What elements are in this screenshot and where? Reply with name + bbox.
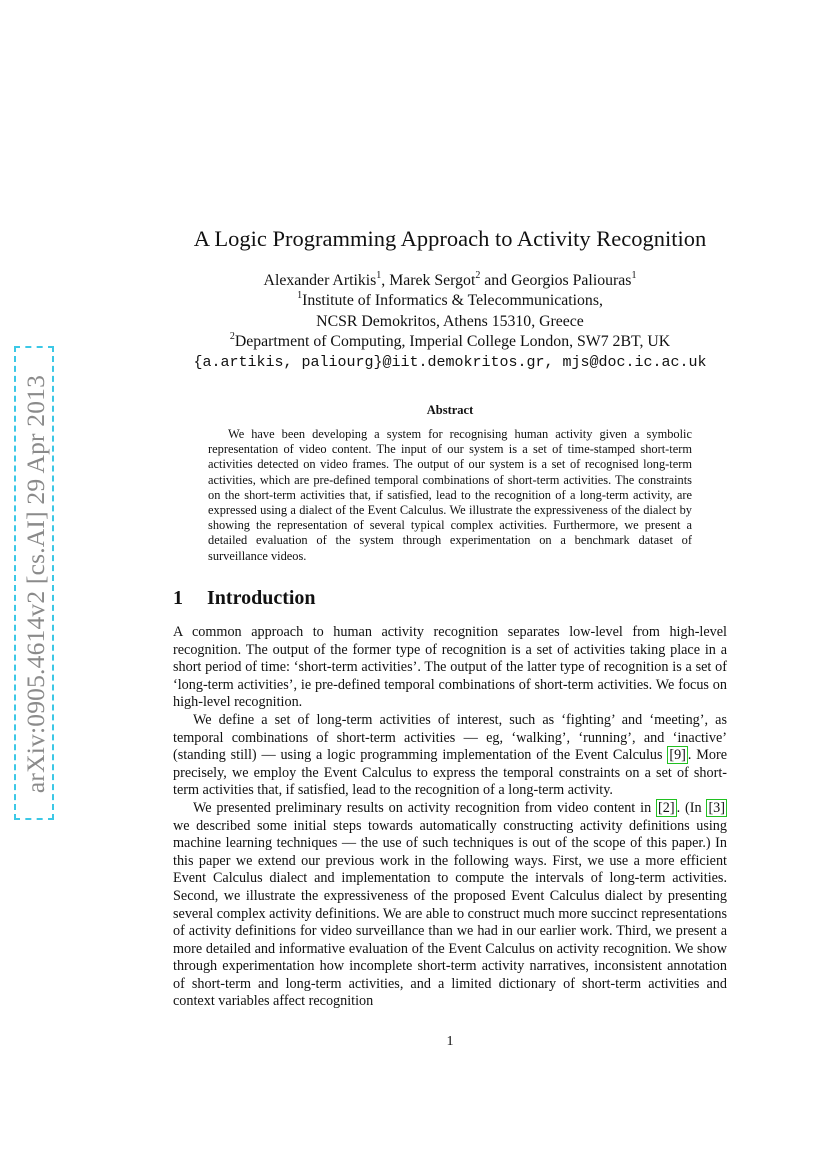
- author-line: [0, 271, 828, 291]
- author-name: Georgios Paliouras: [511, 272, 632, 289]
- author-separator: and: [480, 272, 512, 289]
- author-affiliation-mark: 2: [475, 269, 481, 281]
- affiliation-2-line1: Department of Computing, Imperial College London, SW7 2BT, UK: [234, 333, 671, 351]
- affiliation-1-line1: Institute of Informatics & Telecommunications,: [302, 292, 603, 310]
- author-affiliation-mark: 1: [631, 269, 637, 281]
- author-block: [0, 271, 828, 373]
- affiliation-mark: 1: [297, 290, 303, 302]
- section-title: Introduction: [207, 587, 316, 609]
- paragraph-3: [173, 800, 727, 1011]
- body-text: [173, 624, 727, 1011]
- author-name: Marek Sergot: [389, 272, 476, 289]
- affiliation-mark: 2: [229, 330, 235, 342]
- abstract-text: We have been developing a system for recognising human activity given a symbolic representation of video content. The input of our system is a set of time-stamped short-term activities detected on video frames. The output of our system is a set of recognised long-term activities, which are pre-defined temporal combinations of short-term activities. The constraints on the short-term activities that, if satisfied, lead to the recognition of a long-term activity, are expressed using a dialect of the Event Calculus. We illustrate the expressiveness of the dialect by showing the representation of several typical complex activities. Furthermore, we present a detailed evaluation of the system through experimentation on a benchmark dataset of surveillance videos.: [208, 427, 692, 563]
- affiliation-1: [0, 291, 828, 311]
- arxiv-stamp: arXiv:0905.4614v2 [cs.AI] 29 Apr 2013: [21, 374, 50, 794]
- section-number: 1: [173, 587, 183, 609]
- author-separator: ,: [381, 272, 390, 289]
- citation-link[interactable]: [3]: [708, 799, 725, 816]
- paragraph-2-text: . More precisely, we employ the Event Calculus to express the temporal constraints on a set of short-term activities that, if satisfied, lead to the recognition of a long-term activity.: [173, 747, 727, 799]
- paragraph-2: [173, 712, 727, 800]
- section-heading: [173, 587, 316, 610]
- affiliation-2: [0, 332, 828, 352]
- citation-link[interactable]: [9]: [669, 747, 686, 764]
- email-addresses: {a.artikis, paliourg}@iit.demokritos.gr, mjs@doc.ic.ac.uk: [193, 353, 707, 371]
- page-number: 1: [446, 1034, 454, 1049]
- abstract-heading: Abstract: [426, 403, 474, 417]
- citation-link[interactable]: [2]: [658, 799, 675, 816]
- paragraph-3-text: . (In: [676, 799, 707, 816]
- paragraph-1: A common approach to human activity recognition separates low-level from high-level recognition. The output of the former type of recognition is a set of activities taking place in a short period of time: ‘short-term activities’. The output of the latter type of recognition is a set of ‘long-term activities’, ie pre-defined temporal combinations of short-term activities. We focus on high-level recognition.: [173, 624, 727, 711]
- author-name: Alexander Artikis: [263, 272, 377, 289]
- paragraph-3-text: we described some initial steps towards automatically constructing activity definitions using machine learning techniques — the use of such techniques is out of the scope of this paper.) In this paper we extend our previous work in the following ways. First, we use a more efficient Event Calculus dialect and implementation to compute the intervals of long-term activities. Second, we illustrate the expressiveness of the proposed Event Calculus dialect by presenting several complex activity definitions. We are able to construct much more succinct representations of activity definitions for video surveillance than we had in our earlier work. Third, we present a more detailed and informative evaluation of the Event Calculus on activity recognition. We show through experimentation how incomplete short-term activity narratives, inconsistent annotation of short-term and long-term activities, and a limited dictionary of short-term activities and context variables affect recognition: [173, 817, 727, 1010]
- author-affiliation-mark: 1: [376, 269, 382, 281]
- paragraph-2-text: We define a set of long-term activities of interest, such as ‘fighting’ and ‘meeting’, as temporal combinations of short-term activities — eg, ‘walking’, ‘running’, and ‘inactive’ (standing still) — using a logic programming implementation of the Event Calculus: [173, 711, 727, 764]
- paper-title: A Logic Programming Approach to Activity Recognition: [193, 226, 707, 251]
- affiliation-1-line2: NCSR Demokritos, Athens 15310, Greece: [316, 312, 584, 330]
- paragraph-3-text: We presented preliminary results on activity recognition from video content in: [193, 799, 657, 816]
